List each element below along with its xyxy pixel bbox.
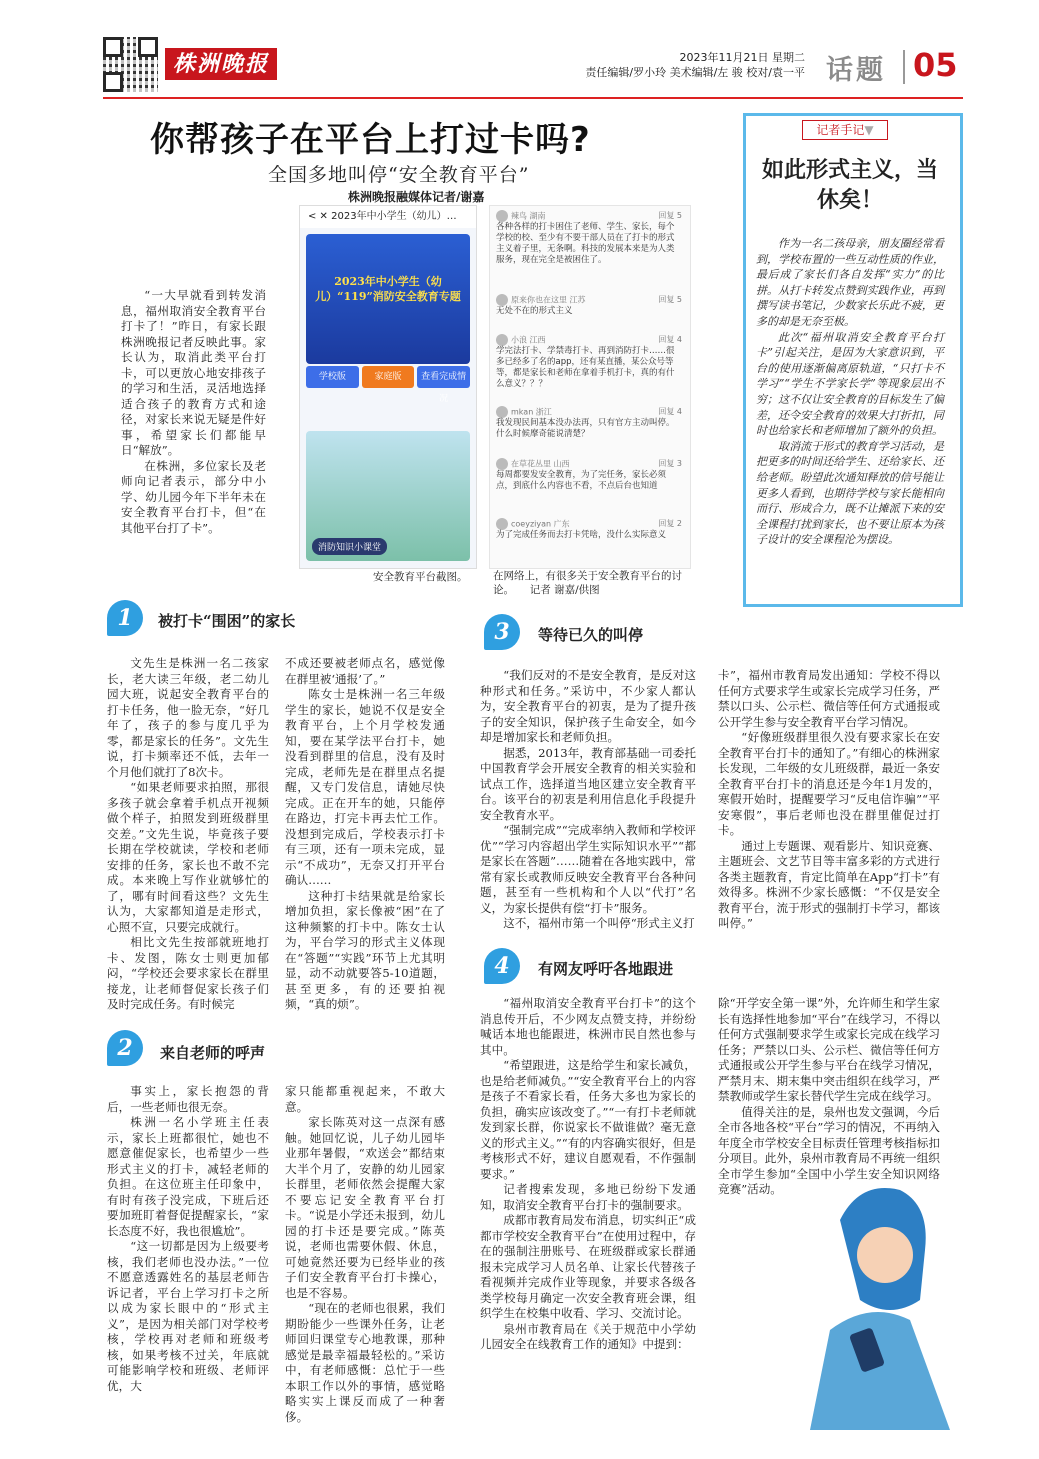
intro-column	[121, 288, 266, 536]
avatar	[496, 458, 508, 470]
section-divider	[903, 50, 905, 84]
qr-code-icon	[103, 37, 158, 92]
section2-col-a: 事实上，家长抱怨的背后，一些老师也很无奈。 株洲一名小学班主任表示，家长上班都很忙，她也不愿意催促家长，也希望少一些形式主义的打卡，减轻老师的负担。在这位班主任印象中，有时有孩子没完成，下班后还要加班盯着督促提醒家长，“家长态度不好，我也很尴尬”。 “这一切都是因为上级要考核，我们老师也没办法。”一位不愿意透露姓名的基层老师告诉记者，平台上学习打卡之所以成为家长眼中的“形式主义”，是因为相关部门对学校考核，学校再对老师和班级考核，如果考核不过关，年底就可能影响学校和班级、老师评优，大	[107, 1084, 269, 1393]
cartoon-illustration	[306, 431, 470, 561]
note-paragraph: 取消流于形式的教育学习活动，是把更多的时间还给学生、还给家长、还给老师。盼望此次通知释放的信号能让更多人看到，也期待学校与家长能相向而行、形成合力，既不让摊派下来的安全课程打扰到家长，也不要让原本为孩子设计的安全课程沦为摆设。	[756, 439, 944, 547]
avatar	[496, 406, 508, 418]
banner-title: 2023年中小学生（幼儿）“119”消防安全教育专题	[315, 275, 461, 303]
section-title: 被打卡“围困”的家长	[158, 612, 296, 630]
section-number: 4	[484, 948, 520, 984]
phone-girl-illustration	[800, 1160, 950, 1430]
phone-tabs	[306, 366, 470, 404]
header-info	[560, 50, 805, 80]
section4-col-b: 除“开学安全第一课”外，允许师生和学生家长有选择性地参加“平台”在线学习，不得以任何方式强制要求学生或家长完成在线学习任务；严禁以口头、公示栏、微信等任何方式通报或公开学生参与平台在线学习情况，严禁月末、期末集中突击组织在线学习，严禁教师或学生家长替代学生完成在线学习。 值得关注的是，泉州也发文强调，今后全市各地各校“平台”学习的情况，不再纳入年度全市学校安全目标责任管理考核指标扣分项目。此外，泉州市教育局不再统一组织全市学生参加“全国中小学生安全知识网络竞赛”活动。	[718, 996, 940, 1196]
page-number: 05	[913, 46, 958, 84]
section-title: 来自老师的呼声	[160, 1044, 266, 1062]
comment: mkan 浙江 回复 4 我发现民间基本没办法再，只有官方主动叫停。什么时候摩奇能说清楚？	[496, 407, 682, 439]
phone-banner	[306, 234, 470, 364]
avatar	[496, 210, 508, 222]
tab-school: 学校版	[306, 366, 359, 388]
section3-col-b: 卡”，福州市教育局发出通知：学校不得以任何方式要求学生或家长完成学习任务，严禁以口头、公示栏、微信等任何方式通报或公开学生参与安全教育平台学习情况。 “好像班级群里很久没有要求家长在安全教育平台打卡的通知了。”有细心的株洲家长发现，二年级的女儿班级群，最近一条安全教育平台打卡的消息还是今年1月发的，寒假开始时，提醒要学习“反电信诈骗”“平安寒假”，事后老师也没在群里催促过打卡。 通过上专题课、观看影片、知识竞赛、主题班会、文艺节目等丰富多彩的方式进行各类主题教育，肯定比简单在App“打卡”有效得多。株洲不少家长感慨：“不仅是安全教育平台，流于形式的强制打卡学习，都该叫停。”	[718, 668, 940, 930]
section-number: 1	[107, 600, 143, 636]
headline: 你帮孩子在平台上打过卡吗?	[150, 120, 591, 160]
note-paragraph: 作为一名二孩母亲，朋友圈经常看到，学校布置的一些互动性质的作业，最后成了家长们各自发挥“实力”的比拼。从打卡转发点赞到实践作业，再到撰写读书笔记，少数家长乐此不疲，更多的却是无奈至极。	[756, 237, 944, 328]
comment: 小浪 江西 回复 4 学完法打卡、学禁毒打卡、再到消防打卡……很多已经多了名的app，还有某直播，某公众号等等，都是家长和老师在拿着手机打卡，真的有什么意义？？？	[496, 335, 682, 389]
byline: 株洲晚报融媒体记者/谢嘉	[348, 190, 485, 204]
header-rule	[103, 97, 963, 99]
note-paragraph: 此次“福州取消安全教育平台打卡”引起关注，是因为大家意识到，平台的使用逐渐偏离原轨道，“只打卡不学习”“学生不学家长学”等现象层出不穷；这不仅让安全教育的目标发生了偏差，还令安全教育的效果大打折扣，同时也给家长和老师增加了额外的负担。	[756, 330, 944, 438]
caption-comments: 在网络上，有很多关于安全教育平台的讨论。 记者 谢嘉/供图	[493, 570, 682, 596]
editor-credits: 责任编辑/罗小玲 美术编辑/左 骏 校对/袁一平	[585, 66, 805, 79]
editor-note-title: 如此形式主义，当休矣！	[761, 157, 938, 213]
editor-note-body	[756, 236, 944, 548]
comment: 辣鸟 湖南 回复 5 各种各样的打卡困住了老师、学生、家长，每个学校的校、至少有不要干部人员在了打卡的形式主义着子里，无条啊。科技的发展本来是为人类服务，现在完全是被困住了。	[496, 211, 682, 265]
cartoon-label: 消防知识小课堂	[312, 538, 387, 555]
comments-screenshot	[489, 205, 691, 569]
avatar	[496, 294, 508, 306]
issue-date: 2023年11月21日 星期二	[679, 51, 805, 64]
section-number: 3	[484, 614, 520, 650]
section-number: 2	[107, 1030, 143, 1066]
intro-paragraph: 在株洲，多位家长及老师向记者表示，部分中小学、幼儿园今年下半年未在安全教育平台打卡，但“在其他平台打了卡”。	[121, 458, 266, 535]
subheadline: 全国多地叫停“安全教育平台”	[268, 164, 530, 186]
newspaper-logo: 株洲晚报	[165, 48, 277, 80]
section-name: 话题	[826, 55, 886, 86]
section1-col-b: 不成还要被老师点名，感觉像在群里被‘通报’了。” 陈女士是株洲一名三年级学生的家长，她说不仅是安全教育平台，上个月学校发通知，要在某学法平台打卡，她没看到群里的信息，没有及时完成，老师先是在群里点名提醒，又专门发信息，请她尽快完成。正在开车的她，只能停在路边，打完卡再去忙工作。没想到完成后，学校表示打卡有三项，还有一项未完成，显示“不成功”，无奈又打开平台确认…… 这种打卡结果就是给家长增加负担，家长像被“困”在了这种频繁的打卡中。陈女士认为，平台学习的形式主义体现在“答题”“实践”环节上尤其明显，动不动就要答5-10道题，甚至更多，有的还要拍视频，“真的烦”。	[285, 656, 445, 1011]
phone-screenshot	[299, 205, 477, 569]
comment: 在草花丛里 山西 回复 3 每周都要发安全教育，为了完任务，家长必须点，到底什么内容也不看，不点后台也知道	[496, 459, 682, 491]
section3-col-a: “我们反对的不是安全教育，是反对这种形式和任务。”采访中，不少家人都认为，安全教育平台的初衷，是为了提升孩子的安全知识，保护孩子生命安全，如今却是增加家长和老师负担。 据悉，2013年，教育部基础一司委托中国教育学会开展安全教育的相关实验和试点工作，选择道当地区建立安全教育平台。该平台的初衷是利用信息化手段提升安全教育水平。 “强制完成”“完成率纳入教师和学校评优”“学习内容超出学生实际知识水平”“都是家长在答题”……随着在各地实践中，常常有家长或教师反映安全教育平台各种问题，甚至有一些机构和个人以“代打”名义，为家长提供有偿“打卡”服务。 这不，福州市第一个叫停“形式主义打	[480, 668, 696, 930]
section2-col-b: 家只能都重视起来，不敢大意。 家长陈英对这一点深有感触。她回忆说，儿子幼儿园毕业那年暑假，“欢送会”都结束大半个月了，安静的幼儿园家长群里，老师依然会提醒大家不要忘记安全教育平台打卡。“说是小学还未报到，幼儿园的打卡还是要完成。”陈英说，老师也需要休假、休息，可她竟然还要为已经毕业的孩子们安全教育平台打卡操心，也是不容易。 “现在的老师也很累，我们期盼能少一些课外任务，让老师回归课堂专心地教课，那种感觉是最幸福最轻松的。”采访中，有老师感慨：总忙于一些本职工作以外的事情，感觉略略实实上课反而成了一种奢侈。	[285, 1084, 445, 1424]
section4-col-a: “福州取消安全教育平台打卡”的这个消息传开后，不少网友点赞支持，并纷纷喊话本地也能跟进，株洲市民自然也参与其中。 “希望跟进，这是给学生和家长减负，也是给老师减负。”“安全教育平台上的内容是孩子不看家长看，任务大多也为家长的负担，确实应该改变了。”“一有打卡老师就发到家长群，你说家长不做谁做？毫无意义的形式主义。”“有的内容确实很好，但是考核形式不好，建议自愿观看，不作强制要求。” 记者搜索发现，多地已纷纷下发通知，取消安全教育平台打卡的强制要求。 成都市教育局发布消息，切实纠正“成都市学校安全教育平台”在使用过程中，存在的强制注册账号、在班级群或家长群通报未完成学习人员名单、让家长代替孩子看视频并完成作业等现象，并要求各级各类学校每月确定一次安全教育班会课，组织学生在校集中收看、学习、交流讨论。 泉州市教育局在《关于规范中小学幼儿园安全在线教育工作的通知》中提到：	[480, 996, 696, 1351]
avatar	[496, 334, 508, 346]
avatar	[496, 518, 508, 530]
intro-paragraph: “一大早就看到转发消息，福州取消安全教育平台打卡了！”昨日，有家长跟株洲晚报记者反映此事。家长认为，取消此类平台打卡，可以更放心地安排孩子的学习和生活，灵活地选择适合孩子的教育方式和途径，对家长来说无疑是件好事，希望家长们都能早日“解放”。	[121, 288, 266, 457]
caption-phone: 安全教育平台截图。	[373, 571, 468, 583]
section-title: 有网友呼吁各地跟进	[538, 960, 674, 978]
phone-top-bar: < ✕ 2023年中小学生（幼儿）…	[300, 206, 476, 228]
dropdown-triangle-icon: ▼	[864, 123, 874, 137]
editor-note-tag: 记者手记▼	[802, 120, 888, 140]
comment: coeyziyan 广东 回复 2 为了完成任务而去打卡凭啥，没什么实际意义	[496, 519, 682, 540]
section-title: 等待已久的叫停	[538, 626, 644, 644]
comment: 原来你也在这里 江苏 回复 5 无处不在的形式主义	[496, 295, 682, 316]
section1-col-a: 文先生是株洲一名二孩家长，老大读三年级，老二幼儿园大班，说起安全教育平台的打卡任务，他一脸无奈，“好几年了，孩子的参与度几乎为零，都是家长的任务”。文先生说，打卡频率还不低，去年一个月他们就打了8次卡。 “如果老师要求拍照，那很多孩子就会拿着手机点开视频做个样子，拍照发到班级群里交差。”文先生说，毕竟孩子要长期在学校就读，学校和老师安排的任务，家长也不敢不完成。本来晚上写作业就够忙的了，哪有时间看这些？文先生认为，大家都知道是走形式，心照不宣，只要完成就行。 相比文先生按部就班地打卡、发图，陈女士则更加郁闷，“学校还会要求家长在群里接龙，让老师督促家长孩子们及时完成任务。有时候完	[107, 656, 269, 1011]
tab-progress: 查看完成情况	[417, 366, 470, 388]
tab-family: 家庭版	[362, 366, 415, 388]
